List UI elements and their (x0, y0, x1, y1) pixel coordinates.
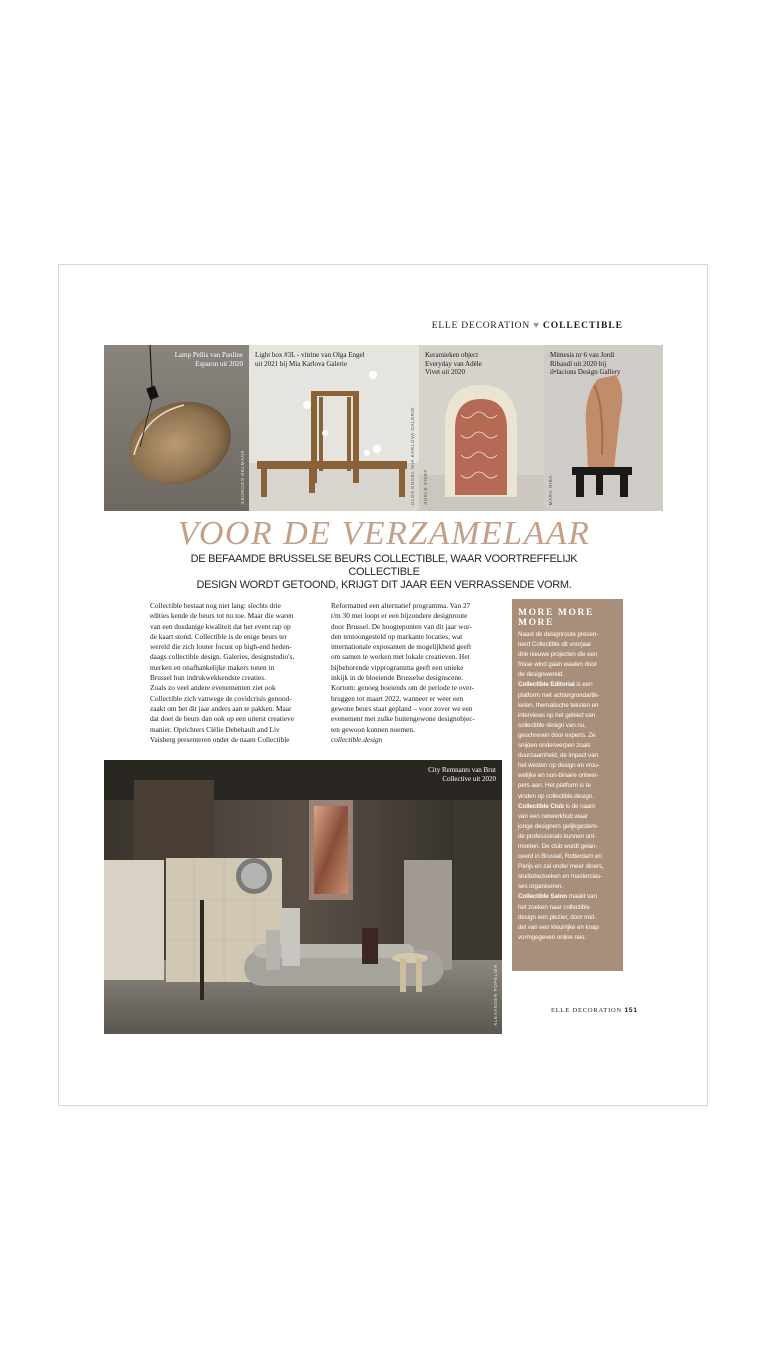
sidebar-line: interviews op het gebied van (518, 711, 596, 719)
sidebar-line: de professionals kunnen ont- (518, 832, 597, 840)
sidebar-line: frisse wind gaan waaien door (518, 661, 597, 669)
section-name: COLLECTIBLE (542, 321, 623, 331)
photo-caption: Light box #3L - vitrine van Olga Engel uit 2021 bij Mia Karlova Galerie (255, 351, 365, 368)
sidebar-line: snijden onderwerpen zoals (518, 742, 591, 750)
photo-caption: Lamp Pellis van Pauline Esparon uit 2020 (174, 351, 243, 368)
sidebar-title: MORE MORE MORE (518, 608, 594, 628)
sidebar-line: het zoeken naar collectible (518, 903, 590, 911)
sidebar-line: design een plezier, door mid- (518, 913, 596, 921)
body-column-2: Reformatted een alternatief programma. Van 27 t/m 30 mei loopt er een bijzondere designroute door Brussel. De hoogtepunten van dit jaar wor- den tentoongesteld op markante locaties, wat internationale exposanten de mogelijkheid geeft om samen te werken met lokale creatieven. Het bijbehorende vipprogramma geeft een unieke inkijk in de bloeiende Brusselse designscene. Kortom: genoeg boeiends om de periode te over- bruggen tot maart 2022, wanneer er weer een gewone beurs staat gepland – voor zover we een evenement met zulke buitengewone designobjec- ten gewoon kunnen noemen. collectible.design (331, 601, 506, 745)
sidebar-line: kelen, thematische teksten en (518, 701, 599, 709)
photo-credit: OLGA ENGEL MIA KARLOVA GALERIE (410, 406, 415, 505)
sidebar-line: Naast de designroute presen- (518, 631, 599, 638)
sidebar-line: collectible design van nu, (518, 721, 586, 729)
magazine-name: ELLE DECORATION (431, 321, 530, 331)
sidebar-line: Collectible Editorial is een (518, 681, 593, 689)
sidebar-line: moeten. De club wordt gelan- (518, 842, 598, 850)
sidebar-line: jonge designers gelijkgestem- (518, 822, 599, 830)
sidebar-line: studiobezoeken en masterclas- (518, 873, 603, 881)
sidebar-line: duurzaamheid, de impact van (518, 752, 598, 760)
photo-ceramic (419, 345, 544, 511)
photo-caption: Keramieken object Everyday van Adèle Vivet uit 2020 (425, 351, 482, 376)
photo-credit: MARC RIBA (548, 474, 553, 505)
sidebar-line: geschreven door experts. Ze (518, 731, 596, 739)
sidebar-body (518, 630, 617, 943)
sidebar-line: platform met achtergrondartik- (518, 691, 600, 699)
sidebar-line: drie nieuwe projecten die een (518, 651, 598, 659)
sidebar-line: teert Collectible dit voorjaar (518, 641, 592, 649)
sidebar-line: van een netwerkhub waar (518, 812, 588, 820)
sidebar-line: de designwereld. (518, 671, 565, 679)
photo-city-remnants (104, 760, 502, 1034)
photo-credit: ALEXANDER POPELIER (493, 964, 498, 1026)
magazine-page (58, 264, 708, 1106)
sidebar-line: vormgegeven online reis. (518, 933, 586, 941)
sidebar-line: ses organiseren. (518, 883, 563, 891)
sidebar-line: welijke en non-binaire ontwer- (518, 772, 599, 780)
page-number: 151 (624, 1007, 638, 1014)
body-column-1: Collectible bestaat nog niet lang: slechts drie edities kende de beurs tot nu toe. Maar die waren van een dusdanige kwaliteit dat het event rap op de kaart stond. Collectible is de enige beurs ter wereld die zich louter focust op high-end heden- daags collectible design. Galeries, designstudio's, merken en onafhankelijke makers tonen in Brussel hun indrukwekkendste creaties. Zoals zo veel andere evenementen ziet ook Collectible zich vanwege de covidcrisis genood- zaakt om het dit jaar anders aan te pakken. Maar dat doet de beurs dan ook op een uiterst creatieve manier. Oprichters Clélie Debehault and Liv Vaisberg presenteren onder de naam Collectible (150, 601, 295, 744)
article-subtitle: DE BEFAAMDE BRUSSELSE BEURS COLLECTIBLE, WAAR VOORTREFFELIJK COLLECTIBLE DESIGN WORDT GETOOND, KRIJGT DIT JAAR EEN VERRASSENDE VORM. (190, 553, 578, 591)
photo-credit: ADÈLE VIVET (423, 469, 428, 505)
sidebar-line: het westen op design en vrou- (518, 762, 600, 770)
heart-icon: ♥ (533, 321, 540, 331)
website-link[interactable]: collectible.design (331, 734, 383, 744)
sidebar-line: Collectible Club is de naam (518, 802, 596, 810)
article-title: VOOR DE VERZAMELAAR (177, 515, 591, 552)
sidebar-line: Collectible Salon maakt van (518, 893, 597, 901)
sidebar-line: pers aan. Het platform is te (518, 782, 591, 790)
running-header (423, 321, 623, 331)
sidebar-line: ceerd in Brussel, Rotterdam en (518, 853, 602, 861)
photo-lamp (104, 345, 249, 511)
photo-mimesis (544, 345, 663, 511)
sidebar-line: del van een kleurrijke en knap (518, 923, 599, 931)
sidebar-line: vinden op collectible.design. (518, 792, 594, 800)
photo-credit: GEORGES BELMANS (240, 450, 245, 505)
footer-magazine: ELLE DECORATION (551, 1007, 623, 1014)
photo-caption: City Remnants van Brut Collective uit 2020 (428, 766, 496, 783)
sidebar-line: Parijs en zal onder meer diners, (518, 863, 604, 871)
page-folio (551, 1007, 638, 1014)
sidebar-box (512, 599, 623, 971)
photo-caption: Mimesis nr 6 van Jordi Ribaudí uit 2020 bij il•lacions Design Gallery (550, 351, 621, 376)
photo-vitrine (249, 345, 419, 511)
